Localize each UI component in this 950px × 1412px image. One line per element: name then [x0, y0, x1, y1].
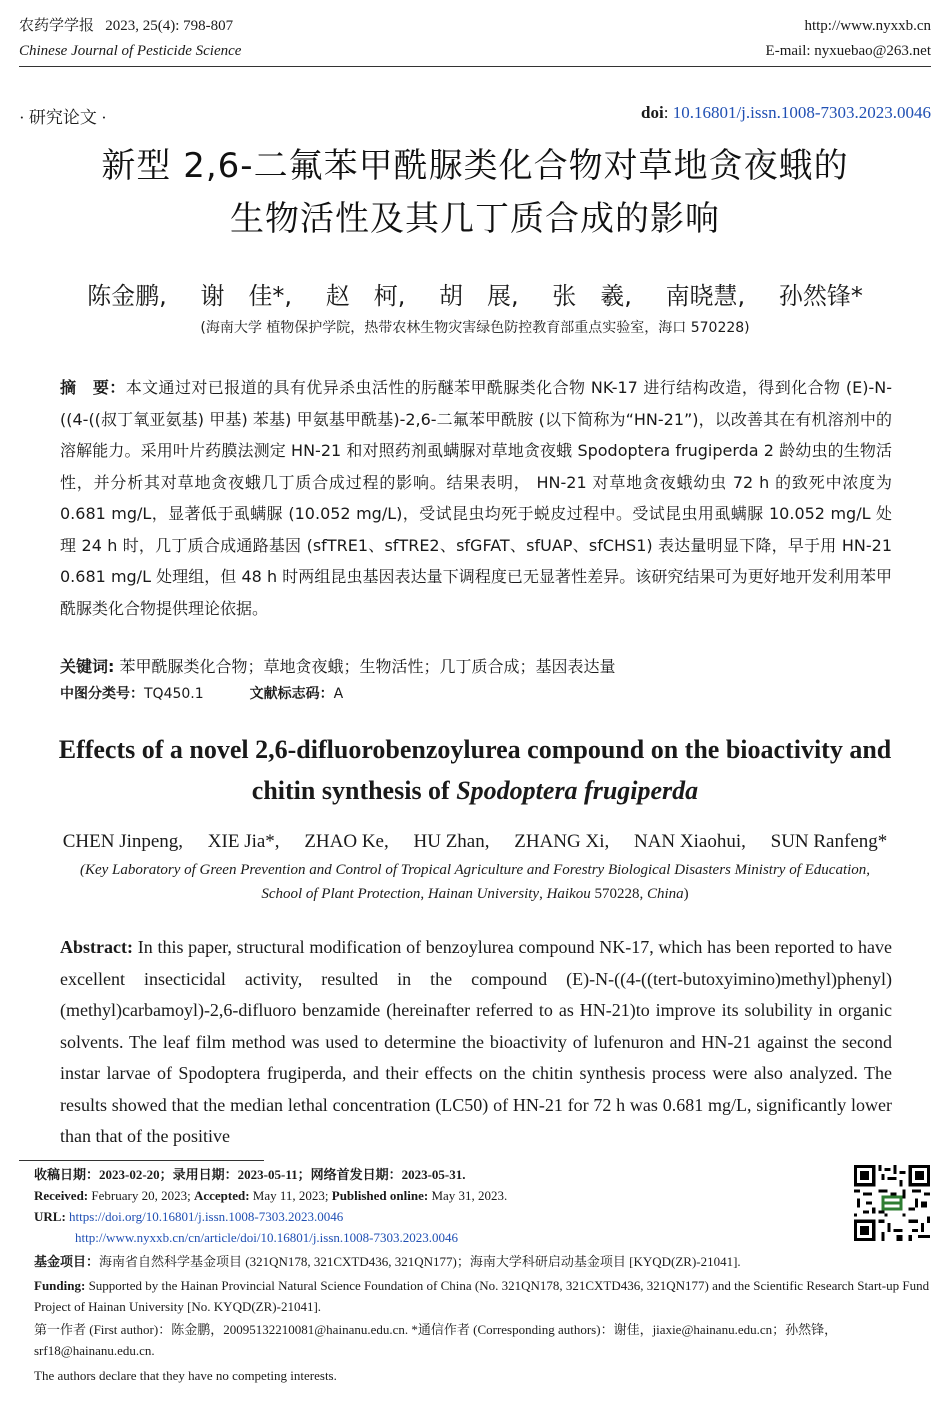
accepted-date: May 11, 2023;	[252, 1188, 329, 1203]
title-en-line-2-text: chitin synthesis of	[251, 776, 457, 805]
abstract-cn-text: 本文通过对已报道的具有优异杀虫活性的肟醚苯甲酰脲类化合物 NK-17 进行结构改造，得到化合物 (E)-N-((4-((叔丁氧亚氨基) 甲基) 苯基) 甲氨基甲酰基)-2,6-二氟苯甲酰胺 (以下简称为“HN-21”)，以改善其在有机溶剂中的溶解能力。采用叶片药膜法测定 HN-21 和对照药剂虱螨脲对草地贪夜蛾 Spodoptera frugiperda 2 龄幼虫的生物活性，并分析其对草地贪夜蛾几丁质合成过程的影响。结果表明， HN-21 对草地贪夜蛾幼虫 72 h 的致死中浓度为 0.681 mg/L，显著低于虱螨脲 (10.052 mg/L)，受试昆虫均死于蜕皮过程中。受试昆虫用虱螨脲 10.052 mg/L 处理 24 h 时，几丁质合成通路基因 (sfTRE1、sfTRE2、sfGFAT、sfUAP、sfCHS1) 表达量明显下降，早于用 HN-21 0.681 mg/L 处理组，但 48 h 时两组昆虫基因表达量下调程度已无显著性差异。该研究结果可为更好地开发利用苯甲酰脲类化合物提供理论依据。	[60, 378, 892, 618]
journal-email[interactable]: E-mail: nyxuebao@263.net	[765, 43, 931, 59]
funding-label: Funding:	[34, 1278, 86, 1293]
competing-interests: The authors declare that they have no competing interests.	[34, 1368, 337, 1383]
authors-cn	[0, 276, 950, 311]
journal-header-cn	[19, 16, 233, 36]
abstract-en	[60, 932, 892, 1153]
title-en-line-1: Effects of a novel 2,6-difluorobenzoylurea compound on the bioactivity and	[58, 735, 892, 764]
author-en: ZHAO Ke,	[304, 831, 389, 852]
title-cn-line-1: 新型 2,6-二氟苯甲酰脲类化合物对草地贪夜蛾的	[101, 146, 849, 186]
fund-cn-label: 基金项目：	[34, 1254, 100, 1269]
received-date: February 20, 2023;	[91, 1188, 191, 1203]
keywords-text: 苯甲酰脲类化合物；草地贪夜蛾；生物活性；几丁质合成；基因表达量	[119, 657, 616, 676]
author-en: ZHANG Xi,	[514, 831, 610, 852]
dates-cn-text: 收稿日期：2023-02-20；录用日期：2023-05-11；网络首发日期：2023-05-31.	[34, 1167, 466, 1182]
author-cn: 南晓慧,	[665, 282, 746, 310]
affiliation-en-line-2	[0, 882, 950, 906]
aff-school: School of Plant Protection	[261, 886, 421, 902]
author-cn: 陈金鹏,	[87, 282, 167, 310]
author-cn: 张 羲,	[552, 282, 632, 310]
title-en-line-2	[0, 770, 950, 811]
url-line	[34, 1206, 934, 1227]
doccode-value: A	[333, 686, 344, 702]
doi-link[interactable]: 10.16801/j.issn.1008-7303.2023.0046	[672, 103, 931, 122]
received-label: Received:	[34, 1188, 89, 1203]
journal-name-en: Chinese Journal of Pesticide Science	[19, 43, 242, 59]
aff-postcode: 570228,	[590, 886, 647, 902]
journal-name-cn: 农药学学报	[19, 18, 95, 34]
abstract-cn	[60, 372, 892, 624]
author-en: XIE Jia*,	[207, 831, 280, 852]
title-en-species: Spodoptera frugiperda	[456, 776, 699, 805]
author-en: HU Zhan,	[413, 831, 490, 852]
author-cn: 孙然锋*	[778, 282, 863, 310]
header-rule	[19, 66, 931, 67]
abstract-cn-label: 摘 要：	[60, 378, 126, 397]
aff-sep: ,	[539, 886, 547, 902]
fund-cn-text: 海南省自然科学基金项目 (321QN178, 321CXTD436, 321QN177)；海南大学科研启动基金项目 [KYQD(ZR)-21041].	[99, 1254, 741, 1269]
doccode-label: 文献标志码：	[249, 686, 334, 702]
abstract-en-label: Abstract:	[60, 937, 133, 957]
aff-sep: ,	[420, 886, 428, 902]
qr-code-icon[interactable]	[853, 1165, 931, 1241]
doi-line: doi: 10.16801/j.issn.1008-7303.2023.0046	[641, 103, 931, 122]
abstract-en-text: In this paper, structural modification of benzoylurea compound NK-17, which has been reported to have excellent insecticidal activity, resulted in the compound (E)-N-((4-((tert-butoxyimino)methyl)phenyl)(methyl)carbamoyl)-2,6-difluoro benzamide (hereinafter referred to as HN-21)to improve its solubility in organic solvents. The leaf film method was used to determine the bioactivity of lufenuron and HN-21 against the second instar larvae of Spodoptera frugiperda, and their effects on the chitin synthesis process were also analyzed. The results showed that the median lethal concentration (LC50) of HN-21 for 72 h was 0.681 mg/L, significantly lower than that of the positive	[60, 937, 892, 1146]
journal-issue: 2023, 25(4): 798-807	[105, 18, 234, 34]
author-cn: 赵 柯,	[325, 282, 406, 310]
doi-label: doi	[641, 103, 664, 122]
dates-en	[34, 1185, 934, 1206]
clc-value: TQ450.1	[144, 686, 204, 702]
author-contacts: 第一作者 (First author)：陈金鹏，20095132210081@hainanu.edu.cn. *通信作者 (Corresponding authors)：谢佳，jiaxie@hainanu.edu.cn；孙然锋，srf18@hainanu.edu.cn.	[34, 1322, 838, 1358]
funding-en	[34, 1275, 934, 1317]
author-cn: 胡 展,	[439, 282, 519, 310]
url-doi-link[interactable]: https://doi.org/10.16801/j.issn.1008-7303.2023.0046	[69, 1209, 344, 1224]
title-cn-line-2: 生物活性及其几丁质合成的影响	[230, 199, 720, 239]
classification-line	[60, 683, 343, 703]
clc-label: 中图分类号：	[60, 686, 144, 702]
author-cn: 谢 佳*,	[200, 282, 293, 310]
funding-text: Supported by the Hainan Provincial Natural Science Foundation of China (No. 321QN178, 321CXTD436, 321QN177) and the Scientific Research Start-up Fund Project of Hainan University [No. KYQD(ZR)-21041].	[34, 1278, 930, 1314]
journal-url[interactable]: http://www.nyxxb.cn	[804, 18, 931, 34]
url-journal-link[interactable]: http://www.nyxxb.cn/cn/article/doi/10.16801/j.issn.1008-7303.2023.0046	[75, 1230, 458, 1245]
article-category: · 研究论文 ·	[19, 108, 107, 127]
affiliation-en	[0, 858, 950, 906]
published-label: Published online:	[331, 1188, 429, 1203]
author-en: NAN Xiaohui,	[633, 831, 746, 852]
footnote-rule	[19, 1160, 264, 1161]
accepted-label: Accepted:	[193, 1188, 250, 1203]
aff-close: )	[683, 886, 689, 902]
published-date: May 31, 2023.	[431, 1188, 508, 1203]
aff-university: Hainan University	[427, 886, 540, 902]
keywords-label: 关键词:	[60, 657, 115, 676]
dates-cn	[34, 1164, 934, 1185]
aff-city: Haikou	[546, 886, 591, 902]
keywords-cn	[60, 654, 616, 677]
author-en: SUN Ranfeng*	[770, 831, 888, 852]
affiliation-cn: (海南大学 植物保护学院，热带农林生物灾害绿色防控教育部重点实验室，海口 570228)	[200, 320, 750, 336]
url-label: URL:	[34, 1209, 66, 1224]
url-line-2	[75, 1227, 950, 1248]
title-en	[0, 729, 950, 811]
fund-cn	[34, 1251, 934, 1272]
affiliation-en-line-1: (Key Laboratory of Green Prevention and Control of Tropical Agriculture and Forestry Biological Disasters Ministry of Education,	[79, 862, 871, 878]
authors-en	[0, 831, 950, 853]
author-en: CHEN Jinpeng,	[62, 831, 184, 852]
aff-country: China	[646, 886, 684, 902]
